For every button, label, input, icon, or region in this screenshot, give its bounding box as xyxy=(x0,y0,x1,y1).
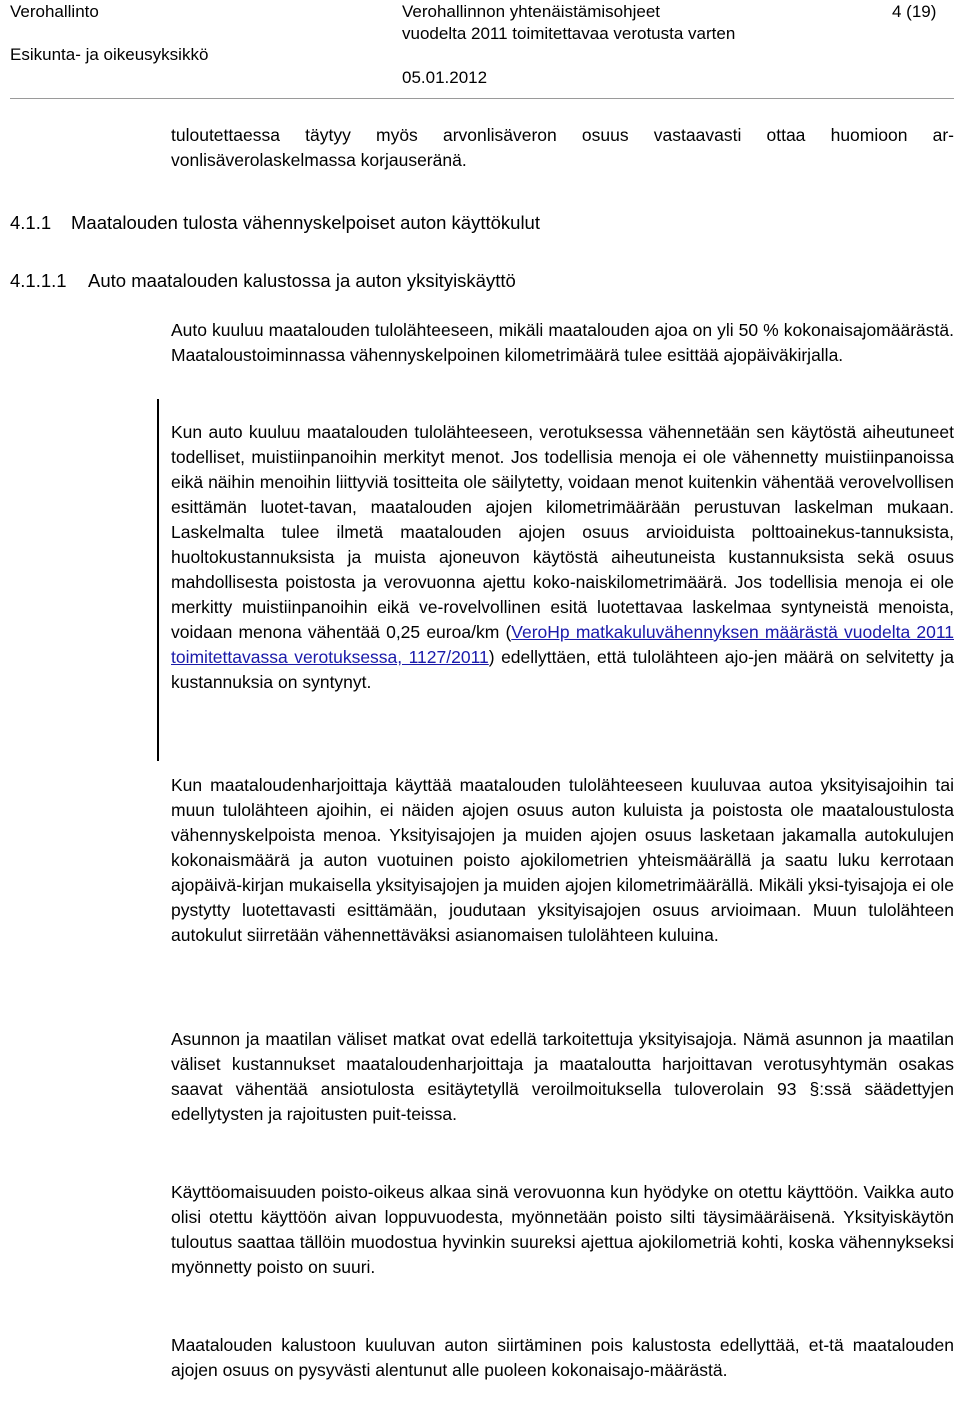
paragraph-6: Maatalouden kalustoon kuuluvan auton siirtäminen pois kalustosta edellyttää, et-tä maatalouden ajojen osuus on pysyvästi alentunut alle puoleen kokonaisajo-määrästä. xyxy=(171,1335,954,1380)
header-date: 05.01.2012 xyxy=(402,68,488,87)
change-bar xyxy=(157,399,159,761)
intro-paragraph: tuloutettaessa täytyy myös arvonlisäveron osuus vastaavasti ottaa huomioon ar-vonlisäverolaskelmassa korjauseränä. xyxy=(171,125,954,170)
paragraph-2-text-end: ) edellyttäen, että tulolähteen ajo-jen määrä on selvitetty ja kustannuksia on syntynyt. xyxy=(171,647,955,692)
subsection-heading xyxy=(10,268,516,293)
header-doc-title: Verohallinnon yhtenäistämisohjeet xyxy=(402,2,661,21)
header-org: Verohallinto xyxy=(10,2,99,21)
paragraph-1: Auto kuuluu maatalouden tulolähteeseen, mikäli maatalouden ajoa on yli 50 % kokonaisajomäärästä. Maataloustoiminnassa vähennyskelpoinen kilometrimäärä tulee esittää ajopäiväkirjalla. xyxy=(171,320,954,365)
header-divider xyxy=(10,98,954,99)
page-header xyxy=(0,0,960,100)
paragraph-2-text: Kun auto kuuluu maatalouden tulolähteeseen, verotuksessa vähennetään sen käytöstä aiheutuneet todelliset, muistiinpanoihin merkityt menot. Jos todellisia menoja ei ole vähennetty muistiinpanoissa eikä näihin menoihin liittyviä tositteita ole säilytetty, voidaan menot kuitenkin vähentää verovelvollisen esittämän luotet-tavan, maatalouden ajojen kilometrimäärään perustuvan laskelman mukaan. Laskelmalta tulee ilmetä maatalouden ajojen osuus arvioiduista polttoainekus-tannuksista, huoltokustannuksista ja muista ajoneuvon käytöstä aiheutuneista kustannuksista sekä osuus mahdollisesta poistosta ja verovuonna ajettu koko-naiskilometrimäärä. Jos todellisia menoja ei ole merkitty muistiinpanoihin eikä ve-rovelvollinen esitä luotettavaa laskelmaa syntyneistä menoista, voidaan menona vähentää 0,25 euroa/km ( xyxy=(171,422,954,642)
section-title: Maatalouden tulosta vähennyskelpoiset auton käyttökulut xyxy=(71,212,540,233)
section-number: 4.1.1 xyxy=(10,212,52,233)
section-heading xyxy=(10,210,540,235)
header-page-number: 4 (19) xyxy=(892,2,937,21)
paragraph-2 xyxy=(171,420,954,695)
subsection-number: 4.1.1.1 xyxy=(10,270,67,291)
paragraph-5: Käyttöomaisuuden poisto-oikeus alkaa sinä verovuonna kun hyödyke on otettu käyttöön. Vaikka auto olisi otettu käyttöön aivan loppuvuodesta, myönnetään poisto silti täysimääräisenä. Yksityiskäytön tuloutus saattaa tällöin muodostua hyvinkin suureksi ajettua ajokilometriä kohti, koska vähennykseksi myönnetty poisto on suuri. xyxy=(171,1182,954,1277)
header-unit: Esikunta- ja oikeusyksikkö xyxy=(10,45,209,64)
verohp-link[interactable]: VeroHp matkakuluvähennyksen määrästä vuodelta 2011 toimitettavassa verotuksessa, 1127/2011 xyxy=(171,622,954,667)
paragraph-3: Kun maataloudenharjoittaja käyttää maatalouden tulolähteeseen kuuluvaa autoa yksityisajoihin tai muun tulolähteen ajoihin, ei näiden ajojen osuus auton kuluista ja poistosta ole maataloustulosta vähennyskelpoista menoa. Yksityisajojen ja muiden ajojen osuus lasketaan jakamalla autokulujen kokonaismäärä ja auton vuotuinen poisto ajokilometrien yhteismäärällä ja saatu luku kerrotaan ajopäivä-kirjan mukaisella yksityisajojen ja muiden ajojen kilometrimäärällä. Mikäli yksi-tyisajoja ei ole pystytty luotettavasti esittämään, joudutaan yksityisajojen osuus arvioimaan. Muun tulolähteen autokulut siirretään vähennettäväksi asianomaisen tulolähteen kuluina. xyxy=(171,775,954,945)
subsection-title: Auto maatalouden kalustossa ja auton yksityiskäyttö xyxy=(88,270,516,291)
header-doc-subtitle: vuodelta 2011 toimitettavaa verotusta varten xyxy=(402,24,736,43)
paragraph-4: Asunnon ja maatilan väliset matkat ovat edellä tarkoitettuja yksityisajoja. Nämä asunnon ja maatilan väliset kustannukset maataloudenharjoittaja ja maataloutta harjoittavan verotusyhtymän osakas saavat vähentää ansiotulosta esitäytetyllä veroilmoituksella tuloverolain 93 §:ssä säädettyjen edellytysten ja rajoitusten puit-teissa. xyxy=(171,1029,954,1124)
